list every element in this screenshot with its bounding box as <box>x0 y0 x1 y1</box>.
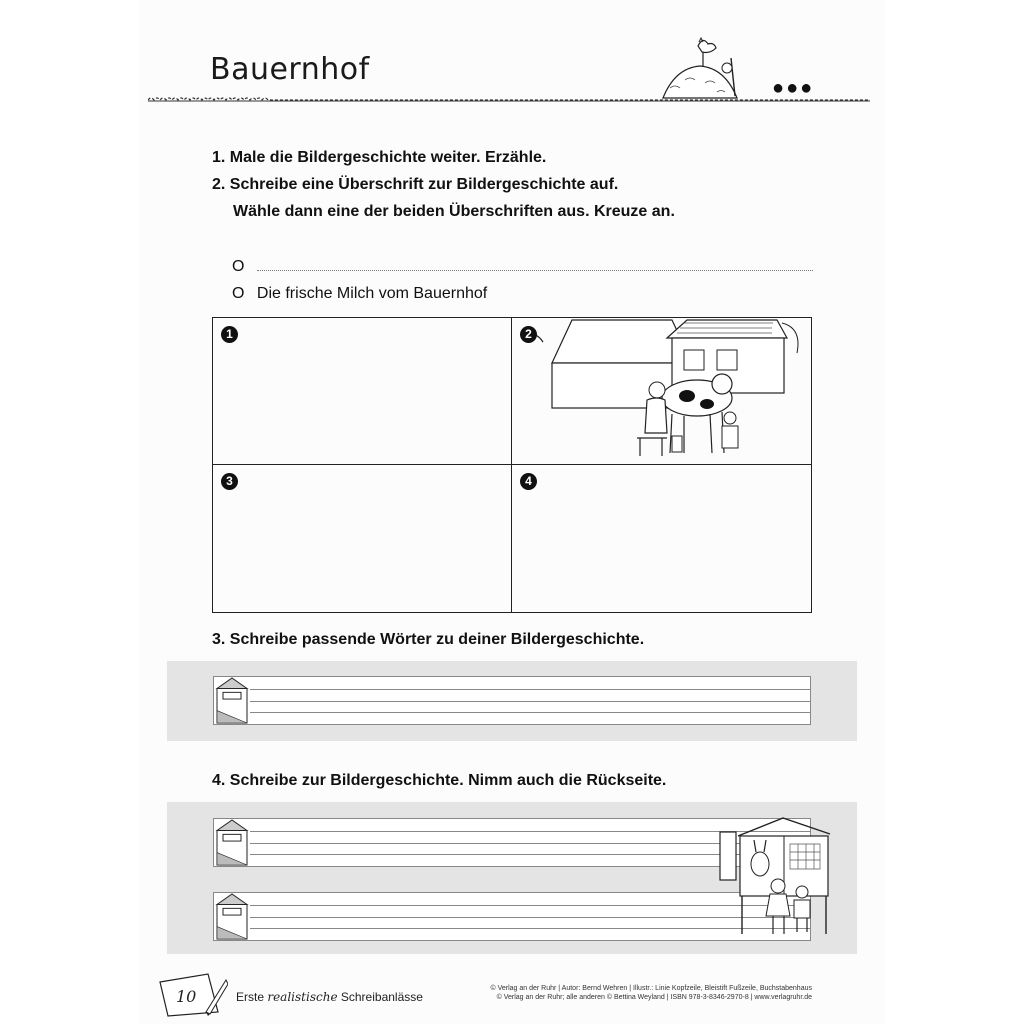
letter-house-icon <box>214 677 250 724</box>
letter-house-icon <box>214 819 250 866</box>
panel-number-2: 2 <box>520 326 537 343</box>
option-1-checkbox[interactable]: O <box>232 258 245 275</box>
rabbit-hutch-children-illustration <box>718 814 833 938</box>
story-panel-4[interactable] <box>512 465 811 612</box>
task-3-text: 3. Schreibe passende Wörter zu deiner Bildergeschichte. <box>212 631 645 648</box>
book-title-part-3: Schreibanlässe <box>337 990 423 1004</box>
panel-number-1: 1 <box>221 326 238 343</box>
task-1-text: 1. Male die Bildergeschichte weiter. Erzähle. <box>212 149 547 166</box>
copyright-credits <box>490 984 812 1002</box>
picture-story-grid <box>212 317 812 613</box>
option-2-checkbox[interactable]: O <box>232 285 245 302</box>
page-number: 10 <box>176 987 197 1006</box>
option-1-write-line[interactable] <box>257 270 813 271</box>
header-dots: ●●● <box>772 77 815 99</box>
barn-cow-milking-illustration <box>512 318 812 465</box>
panel-number-3: 3 <box>221 473 238 490</box>
option-2-label: Die frische Milch vom Bauernhof <box>256 285 488 302</box>
page-number-note-with-pencil <box>158 972 228 1018</box>
book-title-part-2: realistische <box>267 990 338 1004</box>
task-2-text: 2. Schreibe eine Überschrift zur Bildergeschichte auf. <box>212 176 619 193</box>
rooster-on-haystack-illustration <box>655 28 745 100</box>
task-4-text: 4. Schreibe zur Bildergeschichte. Nimm auch die Rückseite. <box>212 772 667 789</box>
credits-line-1: © Verlag an der Ruhr | Autor: Bernd Wehren | Illustr.: Linie Kopfzeile, Bleistift Fußzeile, Buchstabenhaus <box>490 985 812 992</box>
writing-lines-task-3[interactable] <box>213 676 811 725</box>
credits-line-2: © Verlag an der Ruhr; alle anderen © Bettina Weyland | ISBN 978-3-8346-2970-8 | www.verlagruhr.de <box>496 994 812 1001</box>
panel-number-4: 4 <box>520 473 537 490</box>
story-panel-3[interactable] <box>213 465 512 612</box>
page-title: Bauernhof <box>210 52 370 87</box>
task-2-subtext: Wähle dann eine der beiden Überschriften aus. Kreuze an. <box>233 203 675 220</box>
letter-house-icon <box>214 893 250 940</box>
book-title <box>236 990 423 1004</box>
story-panel-2 <box>512 318 811 465</box>
story-panel-1[interactable] <box>213 318 512 465</box>
option-2-row <box>232 285 487 303</box>
book-title-part-1: Erste <box>236 990 268 1004</box>
grass-header-line <box>148 92 870 106</box>
